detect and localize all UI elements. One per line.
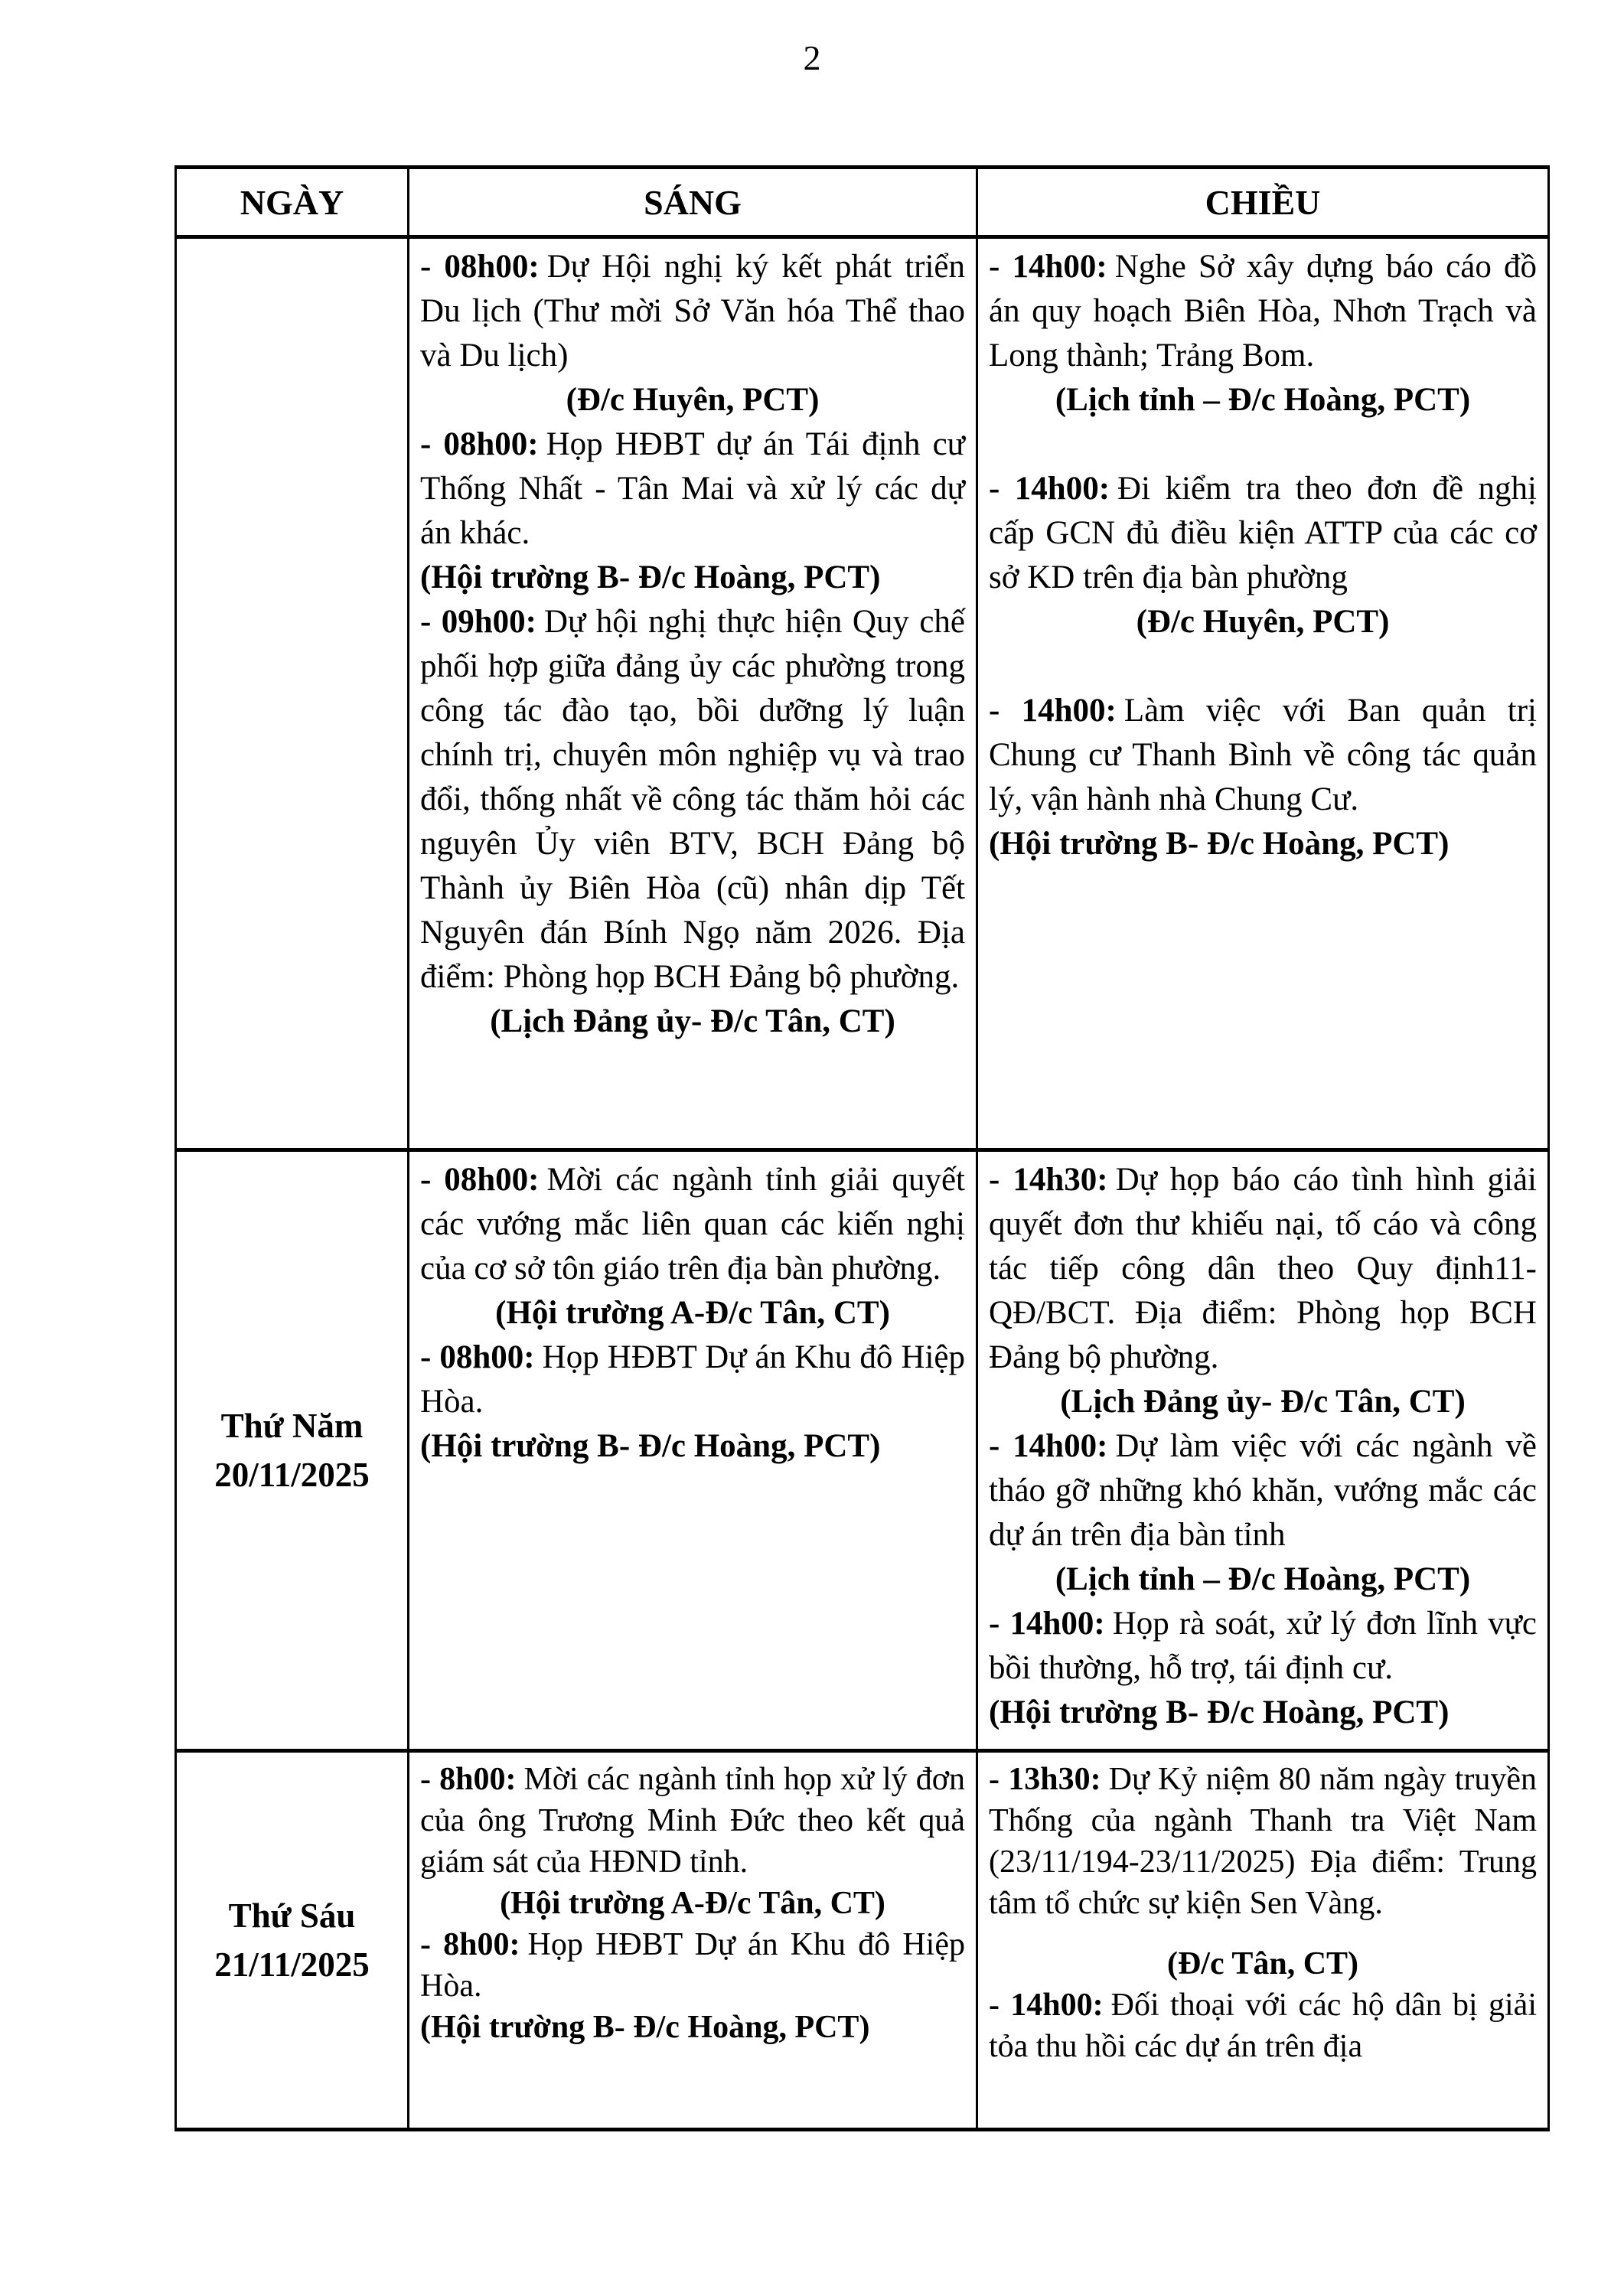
assignee-note: (Hội trường A-Đ/c Tân, CT): [495, 1295, 890, 1331]
item-text: Họp HĐBT dự án Tái định cư Thống Nhất - Tân Mai và xử lý các dự án khác.: [420, 426, 965, 551]
venue-note: (Hội trường B- Đ/c Hoàng, PCT): [420, 559, 881, 595]
assignee-note: (Đ/c Huyên, PCT): [1136, 604, 1390, 640]
spacer: [989, 422, 1537, 467]
day-name: Thứ Năm: [220, 1407, 364, 1445]
schedule-item: [989, 1985, 1537, 2067]
time-label: - 08h00:: [420, 426, 539, 462]
header-ngay: NGÀY: [176, 168, 409, 237]
time-label: - 14h00:: [989, 693, 1117, 729]
item-text: Dự Kỷ niệm 80 năm ngày truyền Thống của ngành Thanh tra Việt Nam (23/11/194-23/11/2025) Địa điểm: Trung tâm tổ chức sự kiện Sen Vàng.: [989, 1762, 1537, 1921]
afternoon-cell: [977, 237, 1549, 1150]
venue-note: (Hội trường B- Đ/c Hoàng, PCT): [989, 826, 1450, 862]
item-text: Họp HĐBT Dự án Khu đô Hiệp Hòa.: [420, 1927, 965, 2004]
table-row: [176, 1751, 1549, 2130]
assignee-note: (Đ/c Huyên, PCT): [566, 382, 820, 418]
spacer: [989, 644, 1537, 689]
time-label: - 13h30:: [989, 1762, 1101, 1797]
morning-cell: [409, 237, 977, 1150]
day-date: 20/11/2025: [214, 1456, 370, 1494]
header-row: [176, 168, 1549, 237]
time-label: - 14h00:: [989, 1988, 1104, 2023]
schedule-item: [989, 1158, 1537, 1380]
time-label: - 14h00:: [989, 1606, 1105, 1642]
time-label: - 8h00:: [420, 1762, 517, 1797]
assignee-note: (Lịch Đảng ủy- Đ/c Tân, CT): [490, 1003, 895, 1039]
schedule-item: [420, 1158, 965, 1291]
item-text: Dự Hội nghị ký kết phát triển Du lịch (Thư mời Sở Văn hóa Thể thao và Du lịch): [420, 249, 965, 373]
venue-note: (Hội trường B- Đ/c Hoàng, PCT): [989, 1694, 1450, 1730]
assignee-note: (Lịch Đảng ủy- Đ/c Tân, CT): [1060, 1384, 1466, 1420]
item-text: Họp HĐBT Dự án Khu đô Hiệp Hòa.: [420, 1339, 965, 1420]
schedule-item: [989, 689, 1537, 822]
item-text: Mời các ngành tỉnh họp xử lý đơn của ông Trương Minh Đức theo kết quả giám sát của HĐND tỉnh.: [420, 1762, 965, 1880]
schedule-item: [989, 1424, 1537, 1557]
time-label: - 08h00:: [420, 1162, 540, 1198]
morning-cell: [409, 1150, 977, 1751]
assignee-note: (Đ/c Tân, CT): [1166, 1946, 1359, 1981]
day-date: 21/11/2025: [214, 1945, 370, 1984]
header-chieu: CHIỀU: [977, 168, 1549, 237]
schedule-item: [420, 422, 965, 556]
assignee-note: (Lịch tỉnh – Đ/c Hoàng, PCT): [1055, 1561, 1471, 1597]
assignee-note: (Hội trường A-Đ/c Tân, CT): [500, 1886, 885, 1921]
time-label: - 14h00:: [989, 249, 1107, 285]
time-label: - 8h00:: [420, 1927, 520, 1962]
table-row: [176, 237, 1549, 1150]
venue-note: (Hội trường B- Đ/c Hoàng, PCT): [420, 2010, 870, 2045]
time-label: - 14h30:: [989, 1162, 1108, 1198]
item-text: Dự hội nghị thực hiện Quy chế phối hợp giữa đảng ủy các phường trong công tác đào tạo, bồi dưỡng lý luận chính trị, chuyên môn nghiệp vụ và trao đổi, thống nhất về công tác thăm hỏi các nguyên Ủy viên BTV, BCH Đảng bộ Thành ủy Biên Hòa (cũ) nhân dịp Tết Nguyên đán Bính Ngọ năm 2026. Địa điểm: Phòng họp BCH Đảng bộ phường.: [420, 604, 965, 995]
day-cell: [176, 1150, 409, 1751]
table-row: [176, 1150, 1549, 1751]
day-cell: [176, 237, 409, 1150]
afternoon-cell: [977, 1751, 1549, 2130]
schedule-item: [420, 600, 965, 1000]
schedule-item: [989, 467, 1537, 600]
item-text: Mời các ngành tỉnh giải quyết các vướng mắc liên quan các kiến nghị của cơ sở tôn giáo trên địa bàn phường.: [420, 1162, 965, 1287]
time-label: - 14h00:: [989, 471, 1110, 507]
schedule-item: [420, 245, 965, 378]
schedule-item: [420, 1759, 965, 1883]
page-number: 2: [803, 38, 821, 77]
item-text: Họp rà soát, xử lý đơn lĩnh vực bồi thường, hỗ trợ, tái định cư.: [989, 1606, 1537, 1686]
item-text: Làm việc với Ban quản trị Chung cư Thanh Bình về công tác quản lý, vận hành nhà Chung Cư.: [989, 693, 1537, 817]
morning-cell: [409, 1751, 977, 2130]
header-sang: SÁNG: [409, 168, 977, 237]
day-cell: [176, 1751, 409, 2130]
schedule-item: [420, 1924, 965, 2007]
schedule-item: [989, 1602, 1537, 1691]
schedule-item: [420, 1336, 965, 1424]
day-name: Thứ Sáu: [228, 1896, 356, 1935]
item-text: Nghe Sở xây dựng báo cáo đồ án quy hoạch Biên Hòa, Nhơn Trạch và Long thành; Trảng Bom.: [989, 249, 1537, 373]
venue-note: (Hội trường B- Đ/c Hoàng, PCT): [420, 1428, 881, 1464]
assignee-note: (Lịch tỉnh – Đ/c Hoàng, PCT): [1055, 382, 1471, 418]
item-text: Dự làm việc với các ngành về tháo gỡ những khó khăn, vướng mắc các dự án trên địa bàn tỉnh: [989, 1428, 1537, 1553]
spacer: [989, 1924, 1537, 1943]
time-label: - 08h00:: [420, 1339, 535, 1375]
item-text: Đi kiểm tra theo đơn đề nghị cấp GCN đủ điều kiện ATTP của các cơ sở KD trên địa bàn phường: [989, 471, 1537, 595]
item-text: Dự họp báo cáo tình hình giải quyết đơn thư khiếu nại, tố cáo và công tác tiếp công dân theo Quy định11-QĐ/BCT. Địa điểm: Phòng họp BCH Đảng bộ phường.: [989, 1162, 1537, 1375]
time-label: - 09h00:: [420, 604, 536, 640]
afternoon-cell: [977, 1150, 1549, 1751]
schedule-item: [989, 245, 1537, 378]
schedule-table: [174, 165, 1550, 2131]
schedule-item: [989, 1759, 1537, 1924]
item-text: Đối thoại với các hộ dân bị giải tỏa thu hồi các dự án trên địa: [989, 1988, 1537, 2064]
time-label: - 14h00:: [989, 1428, 1108, 1464]
time-label: - 08h00:: [420, 249, 540, 285]
